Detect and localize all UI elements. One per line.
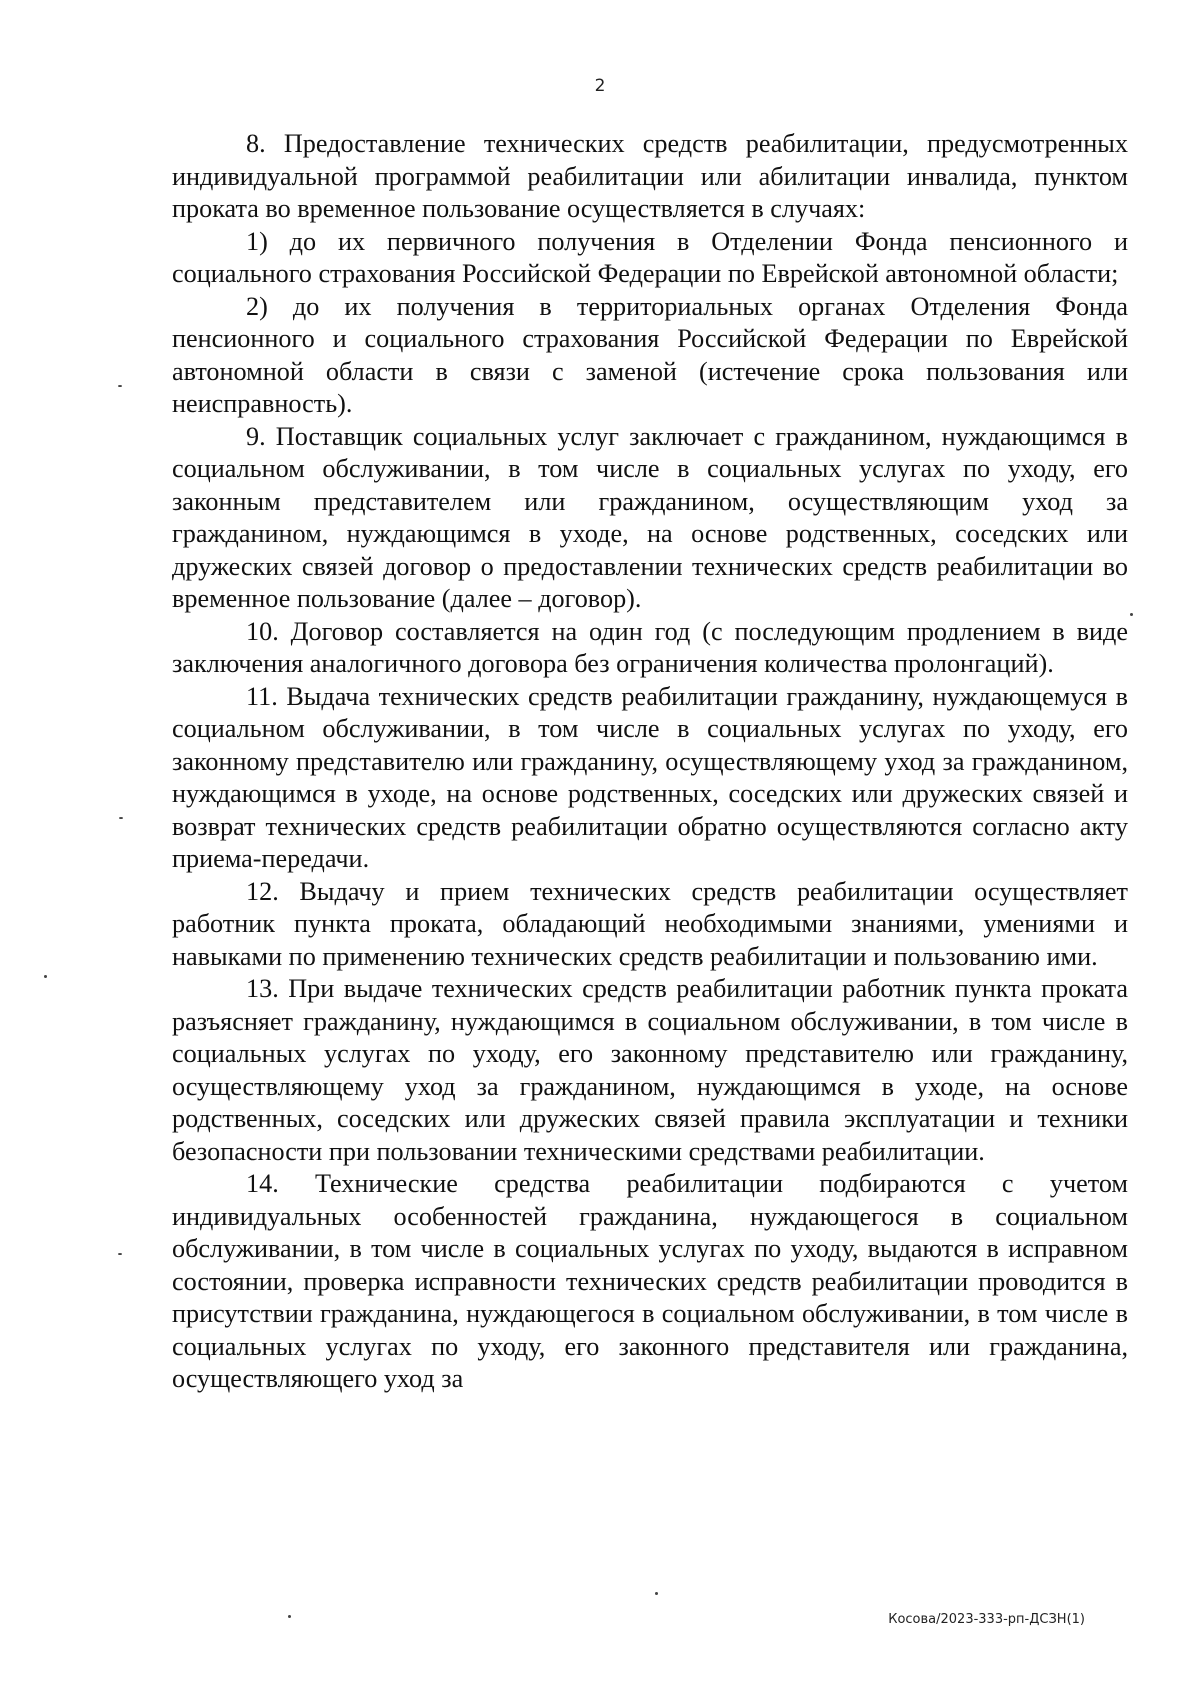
document-body bbox=[172, 128, 1128, 1396]
paragraph-13: 13. При выдаче технических средств реабилитации работник пункта проката разъясняет гражданину, нуждающимся в социальном обслуживании, в том числе в социальных услугах по уходу, его законному представителю или гражданину, осуществляющему уход за гражданином, нуждающимся в уходе, на основе родственных, соседских или дружеских связей правила эксплуатации и техники безопасности при пользовании техническими средствами реабилитации. bbox=[172, 974, 1128, 1166]
paragraph-8-item-2: 2) до их получения в территориальных органах Отделения Фонда пенсионного и социального страхования Российской Федерации по Еврейской автономной области в связи с заменой (истечение срока пользования или неисправность). bbox=[172, 291, 1128, 418]
paragraph-14: 14. Технические средства реабилитации подбираются с учетом индивидуальных особенностей гражданина, нуждающегося в социальном обслуживании, в том числе в социальных услугах по уходу, выдаются в исправном состоянии, проверка исправности технических средств реабилитации проводится в присутствии гражданина, нуждающегося в социальном обслуживании, в том числе в социальных услугах по уходу, его законного представителя или гражданина, осуществляющего уход за bbox=[172, 1169, 1128, 1393]
paragraph-9: 9. Поставщик социальных услуг заключает с гражданином, нуждающимся в социальном обслуживании, в том числе в социальных услугах по уходу, его законным представителем или гражданином, осуществляющим уход за гражданином, нуждающимся в уходе, на основе родственных, соседских или дружеских связей договор о предоставлении технических средств реабилитации во временное пользование (далее – договор). bbox=[172, 421, 1128, 613]
paragraph-10: 10. Договор составляется на один год (с последующим продлением в виде заключения аналогичного договора без ограничения количества пролонгаций). bbox=[172, 616, 1128, 678]
scan-speck bbox=[655, 1592, 658, 1595]
scan-speck bbox=[1130, 613, 1133, 616]
scan-speck bbox=[119, 817, 123, 819]
paragraph-8: 8. Предоставление технических средств реабилитации, предусмотренных индивидуальной программой реабилитации или абилитации инвалида, пунктом проката во временное пользование осуществляется в случаях: bbox=[172, 129, 1128, 223]
paragraph-12: 12. Выдачу и прием технических средств реабилитации осуществляет работник пункта проката, обладающий необходимыми знаниями, умениями и навыками по применению технических средств реабилитации и пользованию ими. bbox=[172, 876, 1128, 971]
scan-speck bbox=[118, 1253, 122, 1255]
document-footer-code: Косова/2023-333-рп-ДСЗН(1) bbox=[888, 1612, 1085, 1627]
scan-speck bbox=[288, 1615, 291, 1618]
page-number: 2 bbox=[594, 76, 606, 96]
paragraph-8-item-1: 1) до их первичного получения в Отделении Фонда пенсионного и социального страхования Российской Федерации по Еврейской автономной области; bbox=[172, 226, 1128, 288]
scan-speck bbox=[44, 975, 47, 978]
scan-speck bbox=[118, 385, 122, 387]
paragraph-11: 11. Выдача технических средств реабилитации гражданину, нуждающемуся в социальном обслуживании, в том числе в социальных услугах по уходу, его законному представителю или гражданину, осуществляющему уход за гражданином, нуждающимся в уходе, на основе родственных, соседских или дружеских связей и возврат технических средств реабилитации обратно осуществляются согласно акту приема-передачи. bbox=[172, 681, 1128, 873]
